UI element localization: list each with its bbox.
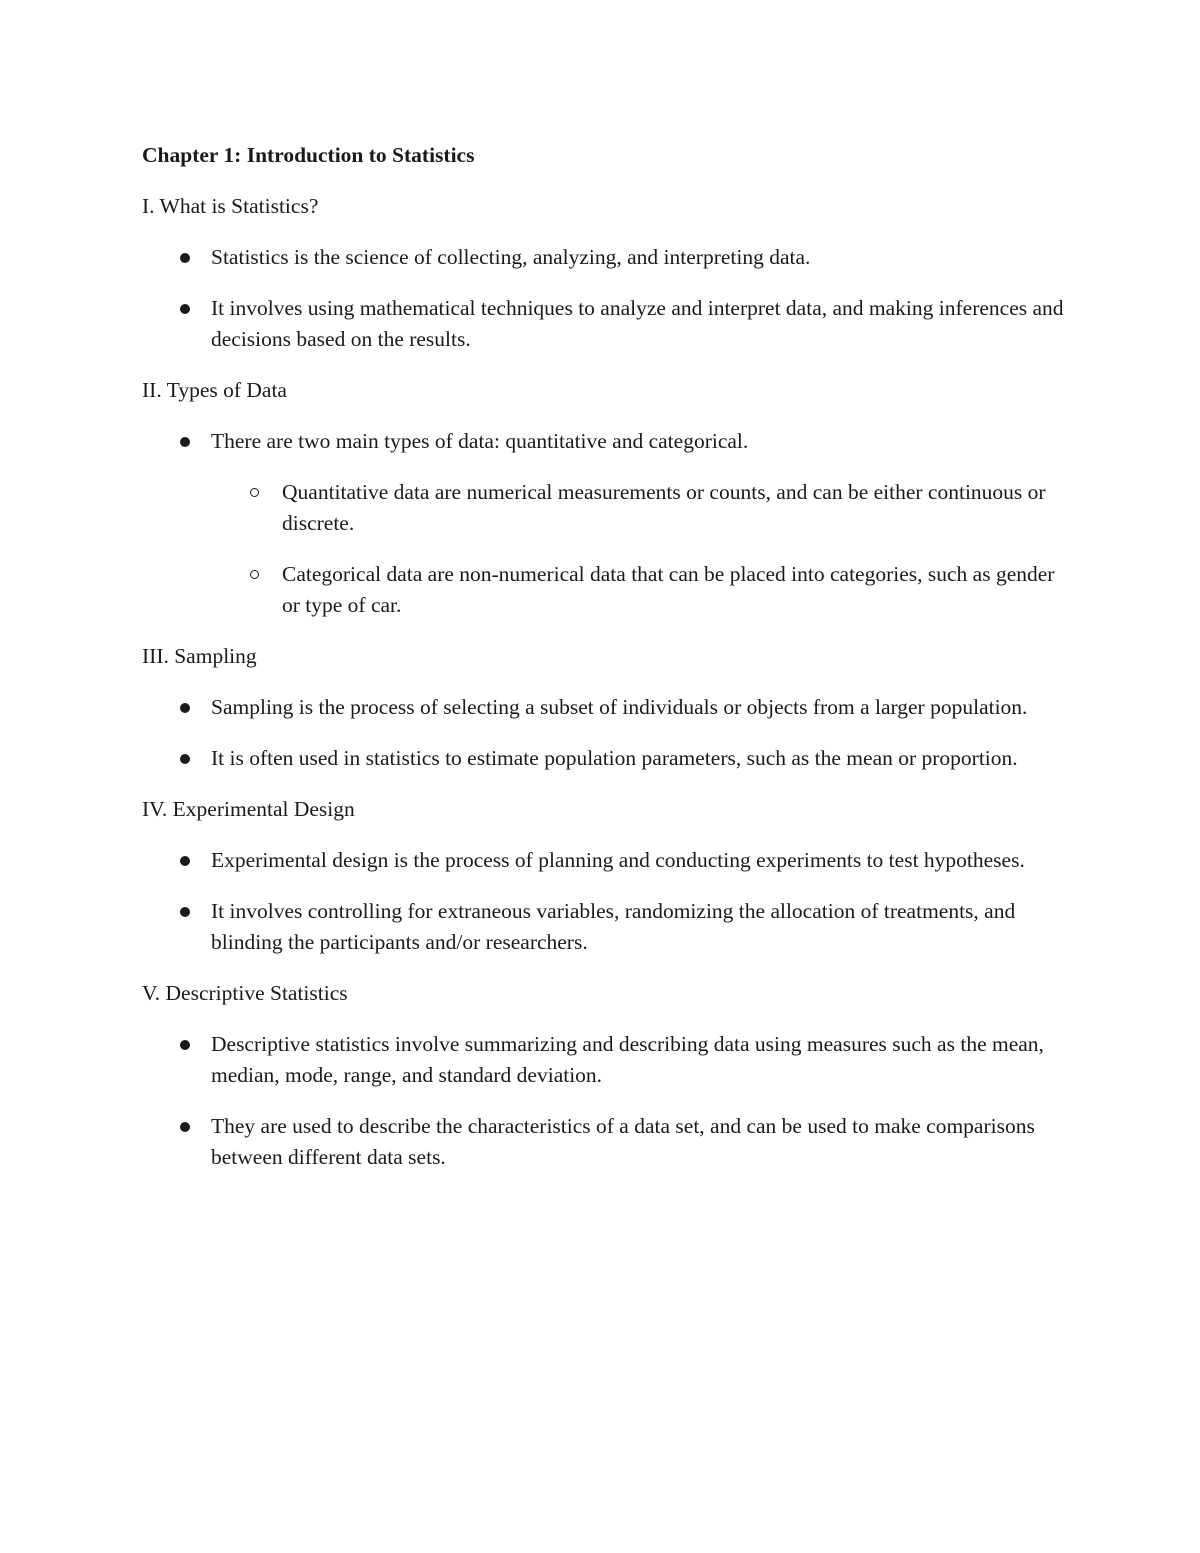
bullet-list-types-of-data bbox=[142, 426, 1072, 621]
list-item bbox=[142, 242, 1072, 273]
list-item-text: Descriptive statistics involve summarizing and describing data using measures such as the mean, median, mode, range, and standard deviation. bbox=[211, 1032, 1044, 1087]
bullet-list-experimental-design bbox=[142, 845, 1072, 958]
section-heading-types-of-data: II. Types of Data bbox=[142, 378, 287, 402]
bullet-icon bbox=[180, 1040, 190, 1050]
document-page bbox=[142, 140, 1072, 1193]
section-heading-descriptive-statistics: V. Descriptive Statistics bbox=[142, 981, 348, 1005]
list-item-text: It involves using mathematical techniques to analyze and interpret data, and making inferences and decisions based on the results. bbox=[211, 296, 1064, 351]
list-item bbox=[142, 426, 1072, 621]
list-item bbox=[142, 1111, 1072, 1173]
bullet-list-what-is-statistics bbox=[142, 242, 1072, 355]
bullet-icon bbox=[180, 907, 190, 917]
bullet-icon bbox=[180, 754, 190, 764]
bullet-icon bbox=[180, 253, 190, 263]
document-title: Chapter 1: Introduction to Statistics bbox=[142, 143, 475, 167]
hollow-circle-bullet-icon bbox=[250, 488, 259, 497]
list-item-text: There are two main types of data: quantitative and categorical. bbox=[211, 429, 749, 453]
list-item bbox=[142, 1029, 1072, 1091]
list-item bbox=[142, 692, 1072, 723]
list-item bbox=[142, 896, 1072, 958]
sub-list-item bbox=[211, 559, 1072, 621]
bullet-list-descriptive-statistics bbox=[142, 1029, 1072, 1173]
list-item bbox=[142, 743, 1072, 774]
hollow-circle-bullet-icon bbox=[250, 570, 259, 579]
list-item bbox=[142, 845, 1072, 876]
bullet-icon bbox=[180, 304, 190, 314]
list-item-text: Experimental design is the process of planning and conducting experiments to test hypotheses. bbox=[211, 848, 1025, 872]
list-item-text: It is often used in statistics to estimate population parameters, such as the mean or proportion. bbox=[211, 746, 1018, 770]
sub-list-item-text: Categorical data are non-numerical data that can be placed into categories, such as gender or type of car. bbox=[282, 562, 1055, 617]
bullet-icon bbox=[180, 1122, 190, 1132]
list-item-text: They are used to describe the characteristics of a data set, and can be used to make comparisons between different data sets. bbox=[211, 1114, 1035, 1169]
bullet-list-sampling bbox=[142, 692, 1072, 774]
section-heading-sampling: III. Sampling bbox=[142, 644, 257, 668]
list-item bbox=[142, 293, 1072, 355]
bullet-icon bbox=[180, 437, 190, 447]
section-heading-experimental-design: IV. Experimental Design bbox=[142, 797, 355, 821]
list-item-text: Sampling is the process of selecting a subset of individuals or objects from a larger population. bbox=[211, 695, 1028, 719]
bullet-icon bbox=[180, 856, 190, 866]
bullet-icon bbox=[180, 703, 190, 713]
section-heading-what-is-statistics: I. What is Statistics? bbox=[142, 194, 319, 218]
sub-list-item bbox=[211, 477, 1072, 539]
list-item-text: Statistics is the science of collecting, analyzing, and interpreting data. bbox=[211, 245, 811, 269]
sub-bullet-list bbox=[211, 477, 1072, 621]
sub-list-item-text: Quantitative data are numerical measurements or counts, and can be either continuous or discrete. bbox=[282, 480, 1046, 535]
list-item-text: It involves controlling for extraneous variables, randomizing the allocation of treatments, and blinding the participants and/or researchers. bbox=[211, 899, 1016, 954]
